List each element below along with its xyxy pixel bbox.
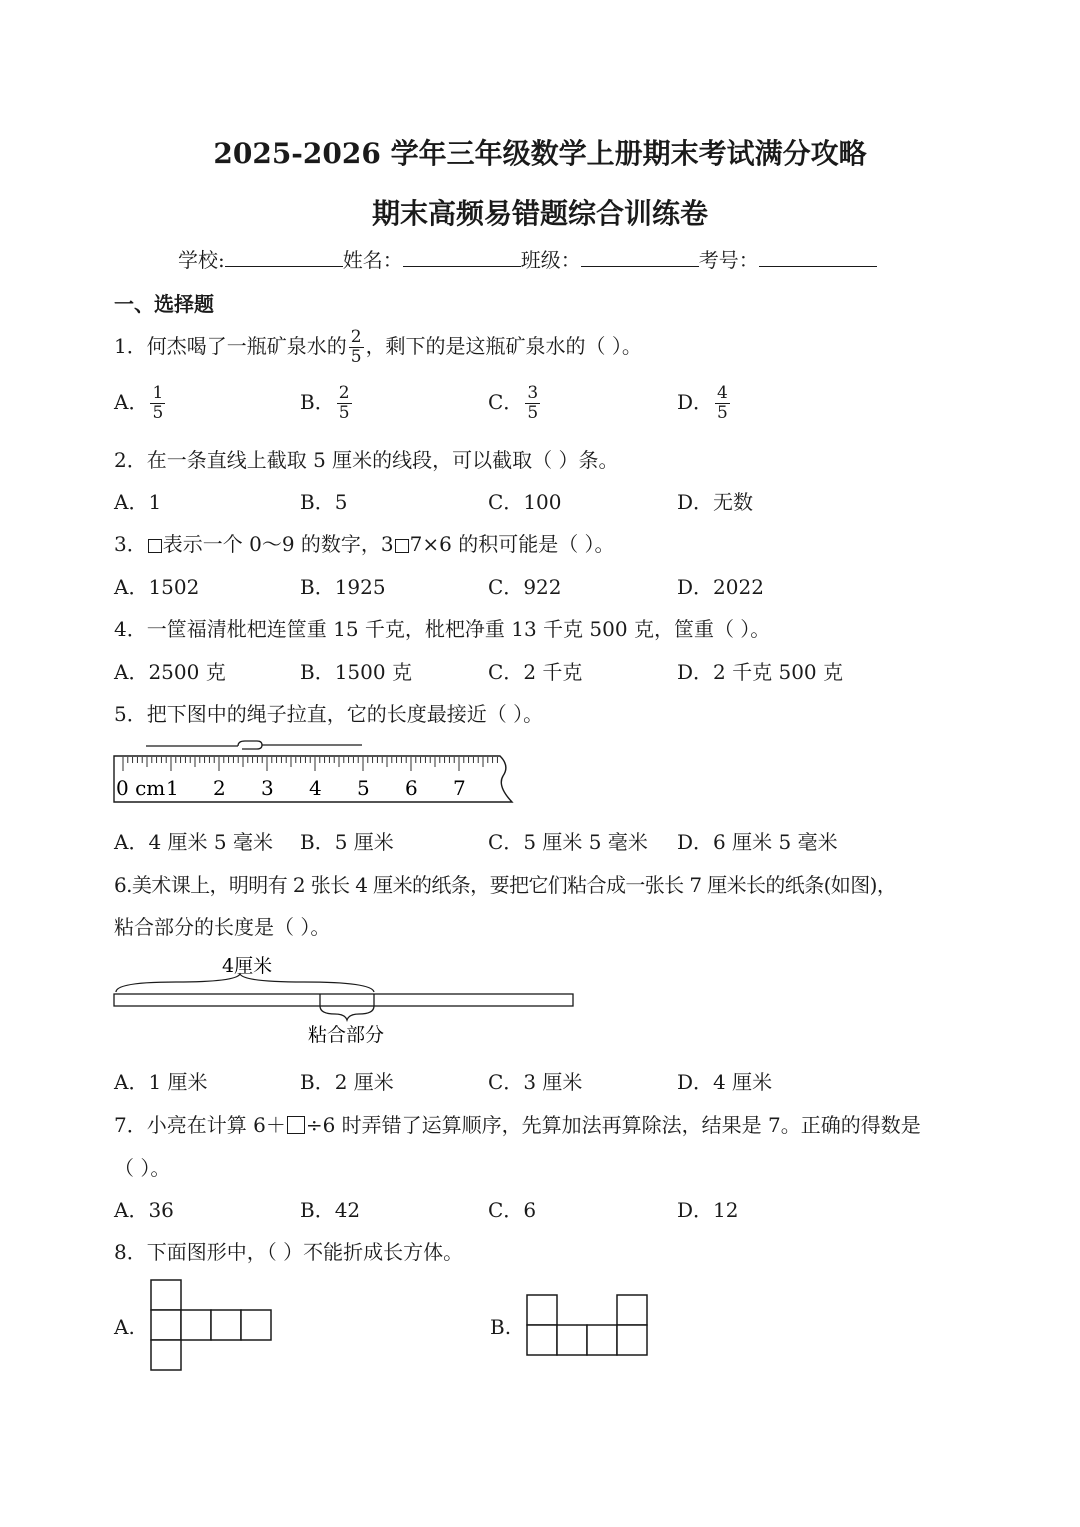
option-d[interactable] [677, 486, 753, 515]
section-title: 一、选择题 [114, 292, 214, 316]
option-value: 1925 [334, 575, 386, 599]
option-value: 3 厘米 [523, 1070, 583, 1094]
ruler-label-7: 7 [453, 776, 466, 800]
paper-strip [114, 994, 573, 1006]
net-square [587, 1325, 617, 1355]
question-number: 5． [114, 702, 147, 726]
question-1 [114, 328, 642, 367]
option-label: A． [114, 1070, 149, 1094]
option-value: 2 厘米 [334, 1070, 394, 1094]
option-value: 1500 克 [334, 660, 412, 684]
question-number: 2． [114, 448, 147, 472]
net-square [617, 1325, 647, 1355]
net-square [181, 1310, 211, 1340]
option-a[interactable] [114, 1194, 174, 1223]
option-b-label[interactable]: B. [490, 1315, 512, 1339]
ruler-label-0: 0 cm [116, 776, 166, 800]
option-label: C． [488, 490, 524, 514]
option-a[interactable] [114, 571, 199, 600]
option-a[interactable] [114, 486, 161, 515]
option-value: 1 厘米 [148, 1070, 208, 1094]
option-value: 2500 克 [148, 660, 226, 684]
fraction-numerator: 2 [350, 327, 362, 347]
option-label: A． [114, 490, 149, 514]
question-number: 4． [114, 617, 147, 641]
option-value: 36 [148, 1198, 174, 1222]
net-square [527, 1295, 557, 1325]
question-7-line2: （ ）。 [114, 1156, 171, 1180]
option-a[interactable] [114, 1066, 208, 1095]
question-7 [114, 1109, 921, 1138]
option-value: 4 厘米 5 毫米 [148, 830, 273, 854]
option-label: D． [677, 575, 714, 599]
question-6 [114, 869, 896, 898]
option-label: C． [488, 1070, 524, 1094]
option-value: 2022 [713, 575, 764, 599]
option-value: 5 [334, 490, 348, 514]
ruler-figure [0, 730, 1080, 810]
net-square [151, 1340, 181, 1370]
info-fields [178, 244, 877, 273]
option-label: D． [677, 490, 714, 514]
option-label: B． [300, 490, 335, 514]
option-a[interactable] [114, 826, 273, 855]
question-text: 何杰喝了一瓶矿泉水的 [146, 334, 347, 358]
option-label: C． [488, 1198, 524, 1222]
question-text: 美术课上，明明有 2 张长 4 厘米的纸条，要把它们粘合成一张长 7 厘米长的纸条(如图)， [131, 873, 897, 897]
option-a[interactable] [114, 384, 167, 423]
option-label: D． [677, 1198, 714, 1222]
ruler-label-2: 2 [213, 776, 226, 800]
option-a-label[interactable]: A. [114, 1315, 135, 1339]
option-b-net-figure[interactable] [525, 1293, 653, 1359]
option-d[interactable] [677, 826, 838, 855]
option-c[interactable] [488, 486, 562, 515]
question-number: 7． [114, 1113, 147, 1137]
ruler-label-3: 3 [261, 776, 274, 800]
option-value: 42 [334, 1198, 361, 1222]
option-c[interactable] [488, 656, 582, 685]
name-label: 姓名： [342, 248, 403, 272]
question-text: 7×6 的积可能是（ ）。 [409, 532, 615, 556]
question-text: 小亮在计算 6＋ [146, 1113, 286, 1137]
fraction-denominator: 5 [152, 403, 164, 423]
option-c[interactable] [488, 826, 648, 855]
question-number: 6. [114, 873, 132, 897]
question-6-line2: 粘合部分的长度是（ ）。 [114, 915, 331, 939]
option-b[interactable] [300, 826, 394, 855]
net-square [557, 1325, 587, 1355]
option-a-net-figure[interactable] [150, 1278, 276, 1374]
option-fraction [525, 384, 540, 423]
fraction-denominator: 5 [350, 347, 362, 367]
option-fraction [715, 384, 730, 423]
net-square [151, 1280, 181, 1310]
fraction-numerator: 1 [152, 383, 164, 403]
net-square [211, 1310, 241, 1340]
option-label: A． [114, 660, 149, 684]
question-number: 3． [114, 532, 147, 556]
net-square [151, 1310, 181, 1340]
option-value: 1502 [148, 575, 200, 599]
option-label: B． [300, 1070, 335, 1094]
overlap-label: 粘合部分 [308, 1024, 385, 1046]
class-label: 班级： [520, 248, 581, 272]
option-label: A． [114, 1198, 149, 1222]
option-fraction [337, 384, 352, 423]
option-c[interactable] [488, 1066, 582, 1095]
question-2 [114, 444, 619, 473]
question-text: 一筐福清枇杷连筐重 15 千克，枇杷净重 13 千克 500 克，筐重（ ）。 [146, 617, 771, 641]
square-placeholder-icon [395, 539, 409, 553]
question-text: 在一条直线上截取 5 厘米的线段，可以截取（ ）条。 [146, 448, 619, 472]
question-text: 下面图形中，（ ）不能折成长方体。 [146, 1240, 464, 1264]
option-value: 4 厘米 [713, 1070, 773, 1094]
class-blank [581, 248, 699, 267]
question-4 [114, 613, 770, 642]
option-label: A． [114, 390, 149, 414]
question-text: ，剩下的是这瓶矿泉水的（ ）。 [365, 334, 642, 358]
option-c[interactable] [488, 384, 542, 423]
option-value: 6 厘米 5 毫米 [713, 830, 838, 854]
option-c[interactable] [488, 571, 562, 600]
option-label: A． [114, 830, 149, 854]
ruler-label-4: 4 [309, 776, 322, 800]
option-label: B． [300, 390, 335, 414]
option-c[interactable] [488, 1194, 536, 1223]
option-value: 2 千克 [523, 660, 583, 684]
ruler-label-1: 1 [166, 776, 179, 800]
fraction [349, 328, 364, 367]
option-label: B． [300, 575, 335, 599]
school-blank [225, 248, 343, 267]
strip-length-label: 4厘米 [222, 955, 273, 977]
option-label: C． [488, 660, 524, 684]
option-label: B． [300, 830, 335, 854]
option-value: 922 [523, 575, 562, 599]
bottom-brace [320, 1006, 374, 1020]
option-fraction [150, 384, 165, 423]
square-placeholder-icon [148, 539, 162, 553]
option-b[interactable] [300, 384, 354, 423]
option-label: D． [677, 390, 714, 414]
fraction-denominator: 5 [717, 403, 728, 423]
question-5 [114, 698, 543, 727]
paper-strip-figure [0, 948, 1080, 1048]
page-title: 2025-2026 学年三年级数学上册期末考试满分攻略 [213, 137, 867, 170]
option-label: A． [114, 575, 149, 599]
option-label: B． [300, 660, 335, 684]
option-d[interactable] [677, 656, 843, 685]
option-d[interactable] [677, 1066, 772, 1095]
rope-loop [238, 741, 262, 749]
option-value: 1 [148, 490, 162, 514]
option-label: D． [677, 1070, 714, 1094]
name-blank [403, 248, 521, 267]
option-b[interactable] [300, 1194, 360, 1223]
question-number: 8． [114, 1240, 147, 1264]
question-text: 表示一个 0～9 的数字，3 [162, 532, 394, 556]
question-text: 把下图中的绳子拉直，它的长度最接近（ ）。 [146, 702, 544, 726]
question-number: 1． [114, 334, 147, 358]
option-b[interactable] [300, 571, 386, 600]
option-label: D． [677, 660, 714, 684]
fraction-numerator: 3 [527, 383, 539, 403]
option-label: C． [488, 390, 524, 414]
option-value: 5 厘米 5 毫米 [523, 830, 648, 854]
exam-no-blank [759, 248, 877, 267]
option-label: D． [677, 830, 714, 854]
option-a[interactable] [114, 656, 226, 685]
ruler-label-6: 6 [405, 776, 418, 800]
option-b[interactable] [300, 486, 347, 515]
ruler-label-5: 5 [357, 776, 370, 800]
net-square [241, 1310, 271, 1340]
option-value: 2 千克 500 克 [713, 660, 844, 684]
option-b[interactable] [300, 656, 412, 685]
option-label: C． [488, 830, 524, 854]
net-square [617, 1295, 647, 1325]
fraction-denominator: 5 [527, 403, 539, 423]
option-d[interactable] [677, 1194, 739, 1223]
fraction-numerator: 2 [338, 383, 350, 403]
option-value: 12 [713, 1198, 739, 1222]
option-label: C． [488, 575, 524, 599]
net-square [527, 1325, 557, 1355]
question-3 [114, 528, 615, 557]
option-value: 5 厘米 [334, 830, 394, 854]
question-8 [114, 1236, 463, 1265]
page-subtitle: 期末高频易错题综合训练卷 [371, 197, 708, 230]
square-placeholder-icon [287, 1116, 305, 1134]
school-label: 学校: [178, 248, 225, 272]
option-d[interactable] [677, 384, 732, 423]
fraction-denominator: 5 [338, 403, 350, 423]
option-value: 6 [523, 1198, 537, 1222]
question-text: ÷6 时弄错了运算顺序，先算加法再算除法，结果是 7。正确的得数是 [305, 1113, 921, 1137]
option-value: 无数 [713, 490, 754, 514]
fraction-numerator: 4 [717, 383, 728, 403]
option-b[interactable] [300, 1066, 394, 1095]
exam-no-label: 考号： [698, 248, 759, 272]
option-label: B． [300, 1198, 335, 1222]
option-d[interactable] [677, 571, 764, 600]
option-value: 100 [523, 490, 562, 514]
